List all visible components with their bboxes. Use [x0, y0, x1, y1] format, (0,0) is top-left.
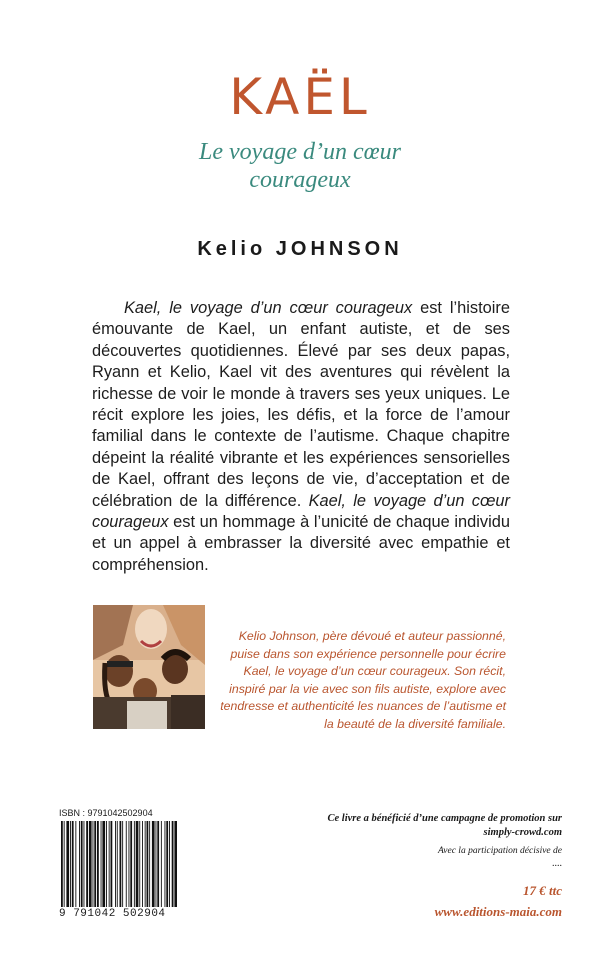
- barcode-bar: [101, 821, 102, 907]
- barcode-bar: [106, 821, 107, 907]
- barcode-bar: [122, 821, 123, 907]
- barcode-bar: [115, 821, 116, 907]
- price-label: 17 € ttc: [523, 883, 562, 898]
- barcode-bar: [147, 821, 149, 907]
- barcode-bar: [157, 821, 159, 907]
- barcode-bar: [84, 821, 85, 907]
- author-photo: [93, 605, 205, 729]
- barcode-bar: [94, 821, 96, 907]
- barcode-bar: [169, 821, 170, 907]
- book-summary: [92, 298, 510, 576]
- barcode-bar: [134, 821, 135, 907]
- barcode-bar: [109, 821, 110, 907]
- barcode-bar: [161, 821, 162, 907]
- subtitle-line-2: courageux: [249, 167, 351, 193]
- barcode-bar: [129, 821, 130, 907]
- barcode-bar: [75, 821, 76, 907]
- barcode-bar: [89, 821, 92, 907]
- barcode-bar: [130, 821, 132, 907]
- barcode-bar: [97, 821, 99, 907]
- barcode-bar: [86, 821, 88, 907]
- barcode-bar: [72, 821, 74, 907]
- author-name: Kelio JOHNSON: [197, 238, 403, 260]
- participation-dots: ....: [552, 858, 562, 869]
- isbn-barcode: [59, 808, 177, 922]
- barcode-digits: 9 791042 502904: [59, 908, 166, 920]
- book-subtitle: [150, 138, 450, 194]
- barcode-bar: [64, 821, 65, 907]
- barcode-bar: [136, 821, 139, 907]
- summary-text-1: est l’histoire émouvante de Kael, un enfant autiste, et de ses découvertes quotidiennes. Élevé par ses deux papas, Ryann et Kelio, Kael vit des aventures qui révèlent la richesse de voir le monde à travers ses yeux uniques. Le récit explore les joies, les défis, et la force de l’amour familial dans le contexte de l’autisme. Chaque chapitre dépeint la réalité vibrante et les expériences sensorielles de Kael, offrant des leçons de vie, d’acceptation et de célébration de la différence.: [92, 299, 510, 510]
- subtitle-line-1: Le voyage d’un cœur: [199, 139, 401, 165]
- barcode-bars: [59, 821, 177, 907]
- barcode-bar: [174, 821, 177, 907]
- barcode-bar: [111, 821, 113, 907]
- summary-text-2: est un hommage à l’unicité de chaque individu et un appel à embrasser la diversité avec empathie et compréhension.: [92, 513, 510, 574]
- barcode-bar: [79, 821, 80, 907]
- author-bio: Kelio Johnson, père dévoué et auteur passionné, puise dans son expérience personnelle pour écrire Kael, le voyage d’un cœur courageux. Son récit, inspiré par la vie avec son fils autiste, explore avec tendresse et authenticité les nuances de l’autisme et la beauté de la diversité familiale.: [220, 629, 506, 731]
- barcode-bar: [120, 821, 122, 907]
- publisher-website: www.editions-maia.com: [434, 904, 562, 919]
- barcode-bar: [126, 821, 127, 907]
- barcode-bar: [152, 821, 155, 907]
- barcode-bar: [156, 821, 157, 907]
- isbn-label: ISBN : 9791042502904: [59, 808, 153, 818]
- summary-title-reference-1: Kael, le voyage d’un cœur courageux: [124, 299, 413, 317]
- book-title: KAËL: [229, 68, 371, 126]
- barcode-bar: [145, 821, 146, 907]
- barcode-bar: [166, 821, 168, 907]
- barcode-bar: [81, 821, 83, 907]
- barcode-bar: [61, 821, 63, 907]
- barcode-bar: [142, 821, 143, 907]
- summary-title-reference-2: Kael, le voyage d’un cœur courageux: [92, 491, 510, 532]
- barcode-bar: [70, 821, 71, 907]
- promotion-notice: Ce livre a bénéficié d’une campagne de promotion sur simply-crowd.com: [327, 813, 562, 838]
- barcode-bar: [165, 821, 166, 907]
- barcode-bar: [139, 821, 140, 907]
- barcode-bar: [172, 821, 174, 907]
- participation-notice: Avec la participation décisive de: [438, 846, 562, 856]
- barcode-bar: [66, 821, 69, 907]
- barcode-bar: [117, 821, 118, 907]
- barcode-bar: [102, 821, 105, 907]
- barcode-bar: [93, 821, 94, 907]
- barcode-bar: [149, 821, 150, 907]
